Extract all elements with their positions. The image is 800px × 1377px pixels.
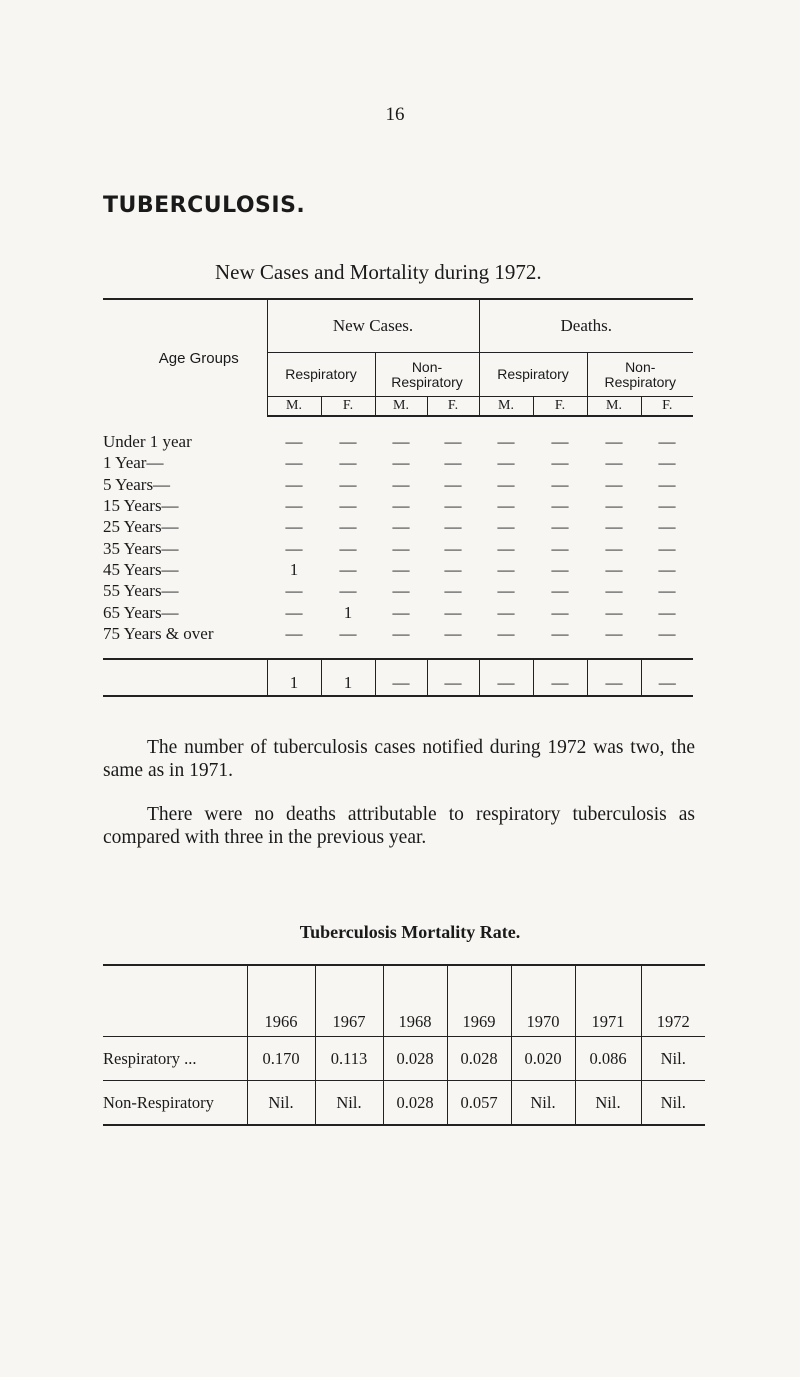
table-row	[103, 1037, 705, 1081]
cell-value: —	[285, 623, 303, 643]
cell-value: —	[285, 432, 303, 452]
age-group-label: 75 Years & over	[103, 623, 214, 643]
cell-value: —	[444, 517, 462, 537]
age-group-label: 35 Years—	[103, 538, 179, 558]
page-subtitle: New Cases and Mortality during 1972.	[215, 260, 542, 284]
cell-value: —	[392, 474, 410, 494]
total-cell: —	[427, 659, 479, 696]
total-cell: 1	[321, 659, 375, 696]
rate-cell: 0.028	[447, 1037, 511, 1081]
new-cases-header: New Cases.	[267, 300, 479, 353]
age-group-label: 25 Years—	[103, 517, 179, 537]
total-cell: 1	[267, 659, 321, 696]
year-header: 1971	[575, 965, 641, 1037]
new-respiratory-header: Respiratory	[267, 353, 375, 397]
cell-value: —	[392, 581, 410, 601]
age-group-label: 45 Years—	[103, 559, 179, 579]
cell-value: —	[392, 559, 410, 579]
row-label: Respiratory ...	[103, 1037, 247, 1081]
cell-value: —	[551, 432, 569, 452]
cell-value: —	[497, 453, 515, 473]
sex-header: M.	[479, 397, 533, 417]
cell-value: —	[444, 538, 462, 558]
cell-value: —	[444, 602, 462, 622]
cell-value: —	[444, 474, 462, 494]
deaths-header: Deaths.	[479, 300, 693, 353]
paragraph-cases: The number of tuberculosis cases notified during 1972 was two, the same as in 1971.	[103, 737, 695, 781]
sex-header: F.	[427, 397, 479, 417]
cell-value: —	[605, 559, 623, 579]
table-row	[103, 474, 693, 495]
year-header: 1972	[641, 965, 705, 1037]
year-header: 1967	[315, 965, 383, 1037]
rate-cell: Nil.	[641, 1037, 705, 1081]
cell-value: —	[392, 538, 410, 558]
cell-value: —	[551, 474, 569, 494]
page-number: 16	[385, 104, 405, 125]
page-title: TUBERCULOSIS.	[103, 193, 306, 218]
cell-value: —	[285, 538, 303, 558]
deaths-non-respiratory-header: Non- Respiratory	[587, 353, 693, 397]
cell-value: —	[497, 496, 515, 516]
table-row	[103, 1081, 705, 1126]
cell-value: —	[605, 432, 623, 452]
cell-value: —	[497, 517, 515, 537]
deaths-respiratory-header: Respiratory	[479, 353, 587, 397]
rate-cell: 0.113	[315, 1037, 383, 1081]
corner-cell	[103, 965, 247, 1037]
cell-value: —	[392, 432, 410, 452]
sex-header: M.	[375, 397, 427, 417]
cell-value: —	[285, 581, 303, 601]
total-cell: —	[533, 659, 587, 696]
cell-value: —	[551, 538, 569, 558]
cell-value: —	[605, 538, 623, 558]
rate-cell: 0.170	[247, 1037, 315, 1081]
total-cell: —	[641, 659, 693, 696]
sex-header: F.	[641, 397, 693, 417]
rate-cell: 0.057	[447, 1081, 511, 1126]
cell-value: —	[497, 432, 515, 452]
cell-value: —	[551, 453, 569, 473]
age-group-label: 65 Years—	[103, 602, 179, 622]
mortality-rate-table	[103, 964, 705, 1126]
cell-value: —	[658, 602, 676, 622]
cell-value: —	[392, 602, 410, 622]
cell-value: —	[605, 453, 623, 473]
table-row	[103, 601, 693, 622]
years-header-row	[103, 965, 705, 1037]
rate-cell: Nil.	[511, 1081, 575, 1126]
cell-value: —	[285, 517, 303, 537]
cell-value: —	[658, 453, 676, 473]
total-cell: —	[479, 659, 533, 696]
table-row	[103, 580, 693, 601]
row-label: Non-Respiratory	[103, 1081, 247, 1126]
cell-value: —	[392, 517, 410, 537]
cell-value: —	[285, 453, 303, 473]
cell-value: —	[605, 623, 623, 643]
year-header: 1969	[447, 965, 511, 1037]
cell-value: —	[444, 623, 462, 643]
cell-value: 1	[289, 559, 299, 579]
rate-cell: 0.028	[383, 1081, 447, 1126]
cell-value: —	[497, 559, 515, 579]
sex-header: F.	[321, 397, 375, 417]
total-cell: —	[375, 659, 427, 696]
cell-value: —	[285, 602, 303, 622]
cell-value: —	[497, 623, 515, 643]
cell-value: —	[339, 453, 357, 473]
cell-value: —	[658, 496, 676, 516]
year-header: 1968	[383, 965, 447, 1037]
cell-value: —	[658, 623, 676, 643]
new-cases-mortality-table	[103, 298, 693, 697]
cell-value: 1	[343, 602, 353, 622]
cell-value: —	[444, 453, 462, 473]
cell-value: —	[444, 432, 462, 452]
cell-value: —	[444, 581, 462, 601]
cell-value: —	[339, 623, 357, 643]
age-group-label: Under 1 year	[103, 432, 192, 452]
year-header: 1970	[511, 965, 575, 1037]
cell-value: —	[658, 581, 676, 601]
cell-value: —	[339, 474, 357, 494]
cell-value: —	[605, 581, 623, 601]
cell-value: —	[605, 496, 623, 516]
cell-value: —	[339, 559, 357, 579]
sex-header: M.	[267, 397, 321, 417]
cell-value: —	[658, 559, 676, 579]
cell-value: —	[339, 496, 357, 516]
cell-value: —	[605, 517, 623, 537]
cell-value: —	[392, 623, 410, 643]
cell-value: —	[339, 517, 357, 537]
cell-value: —	[285, 474, 303, 494]
table-row	[103, 495, 693, 516]
table-row	[103, 623, 693, 644]
table-row	[103, 431, 693, 452]
age-groups-header: Age Groups	[158, 349, 239, 367]
table-row	[103, 559, 693, 580]
cell-value: —	[551, 581, 569, 601]
rate-cell: 0.086	[575, 1037, 641, 1081]
year-header: 1966	[247, 965, 315, 1037]
sex-header: F.	[533, 397, 587, 417]
cell-value: —	[497, 474, 515, 494]
rate-cell: 0.020	[511, 1037, 575, 1081]
age-group-label: 1 Year—	[103, 453, 164, 473]
cell-value: —	[551, 496, 569, 516]
table-row	[103, 452, 693, 473]
cell-value: —	[444, 496, 462, 516]
mortality-rate-title: Tuberculosis Mortality Rate.	[299, 922, 521, 942]
cell-value: —	[392, 453, 410, 473]
cell-value: —	[339, 581, 357, 601]
cell-value: —	[605, 474, 623, 494]
rate-cell: 0.028	[383, 1037, 447, 1081]
age-group-label: 55 Years—	[103, 581, 179, 601]
cell-value: —	[497, 602, 515, 622]
cell-value: —	[285, 496, 303, 516]
rate-cell: Nil.	[315, 1081, 383, 1126]
cell-value: —	[605, 602, 623, 622]
paragraph-deaths: There were no deaths attributable to respiratory tuberculosis as compared with three in the previous year.	[103, 804, 695, 848]
rate-cell: Nil.	[641, 1081, 705, 1126]
table-row	[103, 516, 693, 537]
rate-cell: Nil.	[247, 1081, 315, 1126]
cell-value: —	[497, 581, 515, 601]
cell-value: —	[392, 496, 410, 516]
totals-row	[103, 659, 693, 696]
cell-value: —	[497, 538, 515, 558]
cell-value: —	[551, 517, 569, 537]
age-group-label: 5 Years—	[103, 474, 171, 494]
cell-value: —	[339, 432, 357, 452]
cell-value: —	[658, 474, 676, 494]
cell-value: —	[658, 538, 676, 558]
cell-value: —	[551, 559, 569, 579]
total-cell: —	[587, 659, 641, 696]
sex-header: M.	[587, 397, 641, 417]
cell-value: —	[339, 538, 357, 558]
cell-value: —	[551, 623, 569, 643]
table-row	[103, 537, 693, 558]
rate-cell: Nil.	[575, 1081, 641, 1126]
age-group-label: 15 Years—	[103, 496, 179, 516]
cell-value: —	[444, 559, 462, 579]
cell-value: —	[658, 432, 676, 452]
new-non-respiratory-header: Non- Respiratory	[375, 353, 479, 397]
cell-value: —	[658, 517, 676, 537]
cell-value: —	[551, 602, 569, 622]
